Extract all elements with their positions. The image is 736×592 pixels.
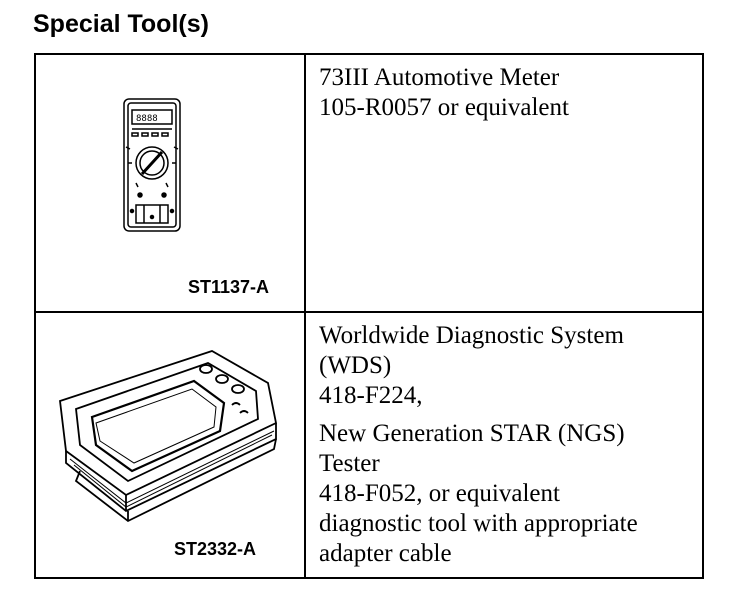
page-title: Special Tool(s) (33, 10, 209, 38)
tool-row-tester (35, 312, 703, 578)
tool-description-line: diagnostic tool with appropriate (319, 510, 638, 537)
tool-ref-label: ST1137-A (188, 277, 270, 297)
tool-description-line: Tester (319, 450, 380, 477)
multimeter-icon (36, 55, 304, 275)
special-tools-table (34, 53, 704, 579)
tool-description (319, 63, 702, 123)
tool-description-line: 418-F224, (319, 382, 423, 409)
tool-row-meter (35, 54, 703, 312)
diagnostic-tester-icon (36, 313, 304, 543)
tool-description (319, 321, 702, 569)
tool-description-line: 105-R0057 or equivalent (319, 94, 569, 121)
tool-image-cell (35, 54, 305, 312)
tool-ref-label: ST2332-A (174, 539, 257, 559)
tool-description-line: (WDS) (319, 352, 392, 379)
svg-text:8888: 8888 (136, 114, 158, 124)
tool-description-cell (305, 54, 703, 312)
tool-image-cell (35, 312, 305, 578)
tool-description-cell (305, 312, 703, 578)
tool-description-line: 73III Automotive Meter (319, 64, 560, 91)
tool-description-line: 418-F052, or equivalent (319, 480, 560, 507)
tool-description-line: Worldwide Diagnostic System (319, 322, 624, 349)
tool-description-line: New Generation STAR (NGS) (319, 420, 625, 447)
tool-description-line: adapter cable (319, 540, 452, 567)
